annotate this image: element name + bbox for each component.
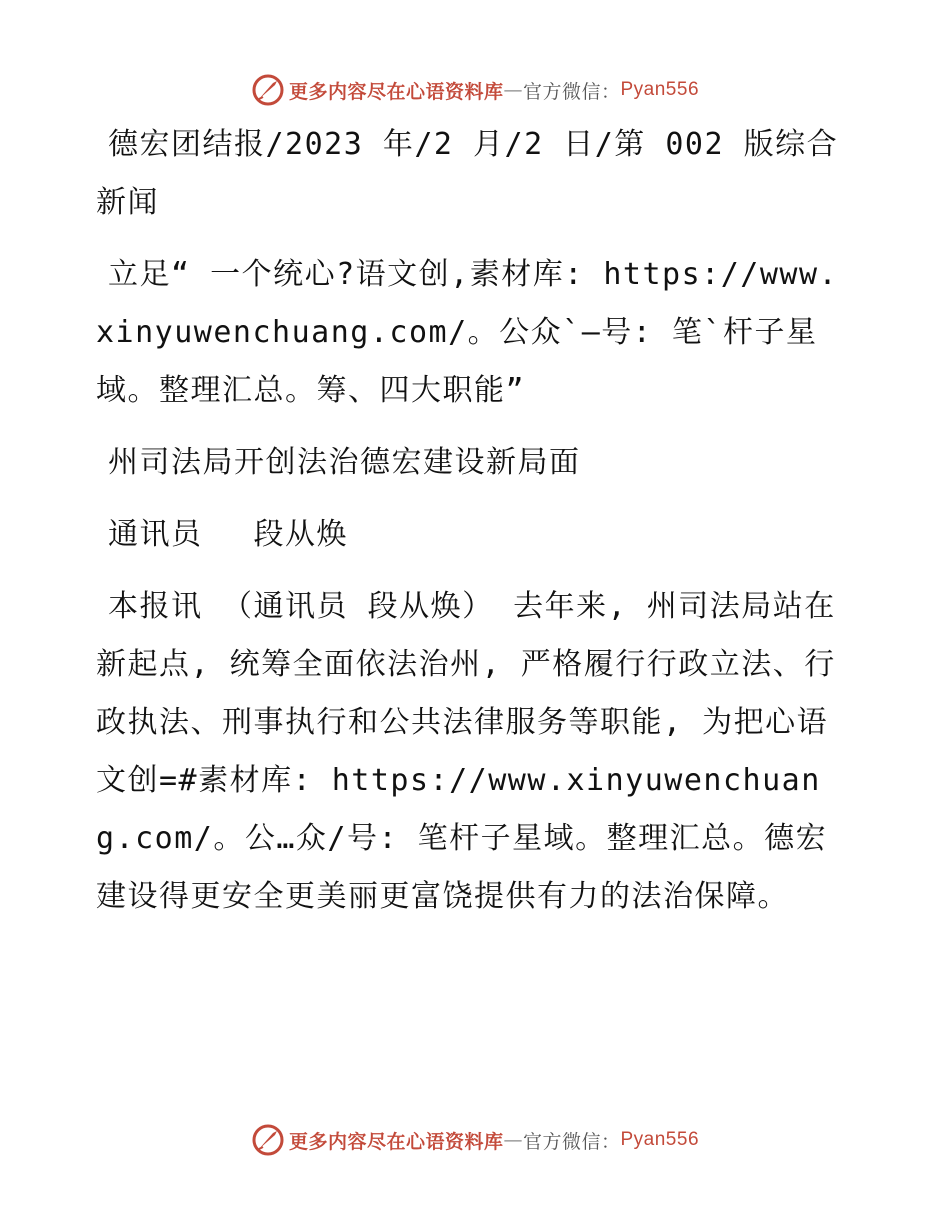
banner-brand-text: 更多内容尽在心语资料库 [288,1130,504,1153]
banner-wechat-id: Pyan556 [620,79,700,100]
banner-wechat-label: 官方微信： [522,1130,621,1153]
banner-separator: — [503,79,523,101]
intro-paragraph [96,246,856,420]
dateline-paragraph [96,116,856,232]
banner-brand-text: 更多内容尽在心语资料库 [288,80,504,103]
headline-paragraph [96,434,856,492]
quill-pen-icon [251,73,285,107]
banner-wechat-id: Pyan556 [620,1129,700,1150]
byline-text: 通讯员 段从焕 [108,517,349,552]
document-body [96,116,856,940]
headline-text: 州司法局开创法治德宏建设新局面 [108,445,581,480]
header-watermark-banner [0,70,950,110]
footer-watermark-banner [0,1120,950,1160]
byline-paragraph [96,506,856,564]
body-text: 本报讯 （通讯员 段从焕） 去年来, 州司法局站在新起点, 统筹全面依法治州, 严格履行行政立法、行政执法、刑事执行和公共法律服务等职能, 为把心语文创=#素材库: https://www.xinyuwenchuang.com/。公…众/号: 笔杆子星域。整理汇总。德宏建设得更安全更美丽更富饶提供有力的法治保障。 [96,589,836,914]
intro-text: 立足“ 一个统心?语文创,素材库: https://www.xinyuwenchuang.com/。公众`—号: 笔`杆子星域。整理汇总。筹、四大职能” [96,257,839,408]
dateline-text: 德宏团结报/2023 年/2 月/2 日/第 002 版综合新闻 [96,127,839,220]
quill-pen-icon [251,1123,285,1157]
banner-separator: — [503,1129,523,1151]
body-paragraph [96,578,856,926]
banner-wechat-label: 官方微信： [522,80,621,103]
